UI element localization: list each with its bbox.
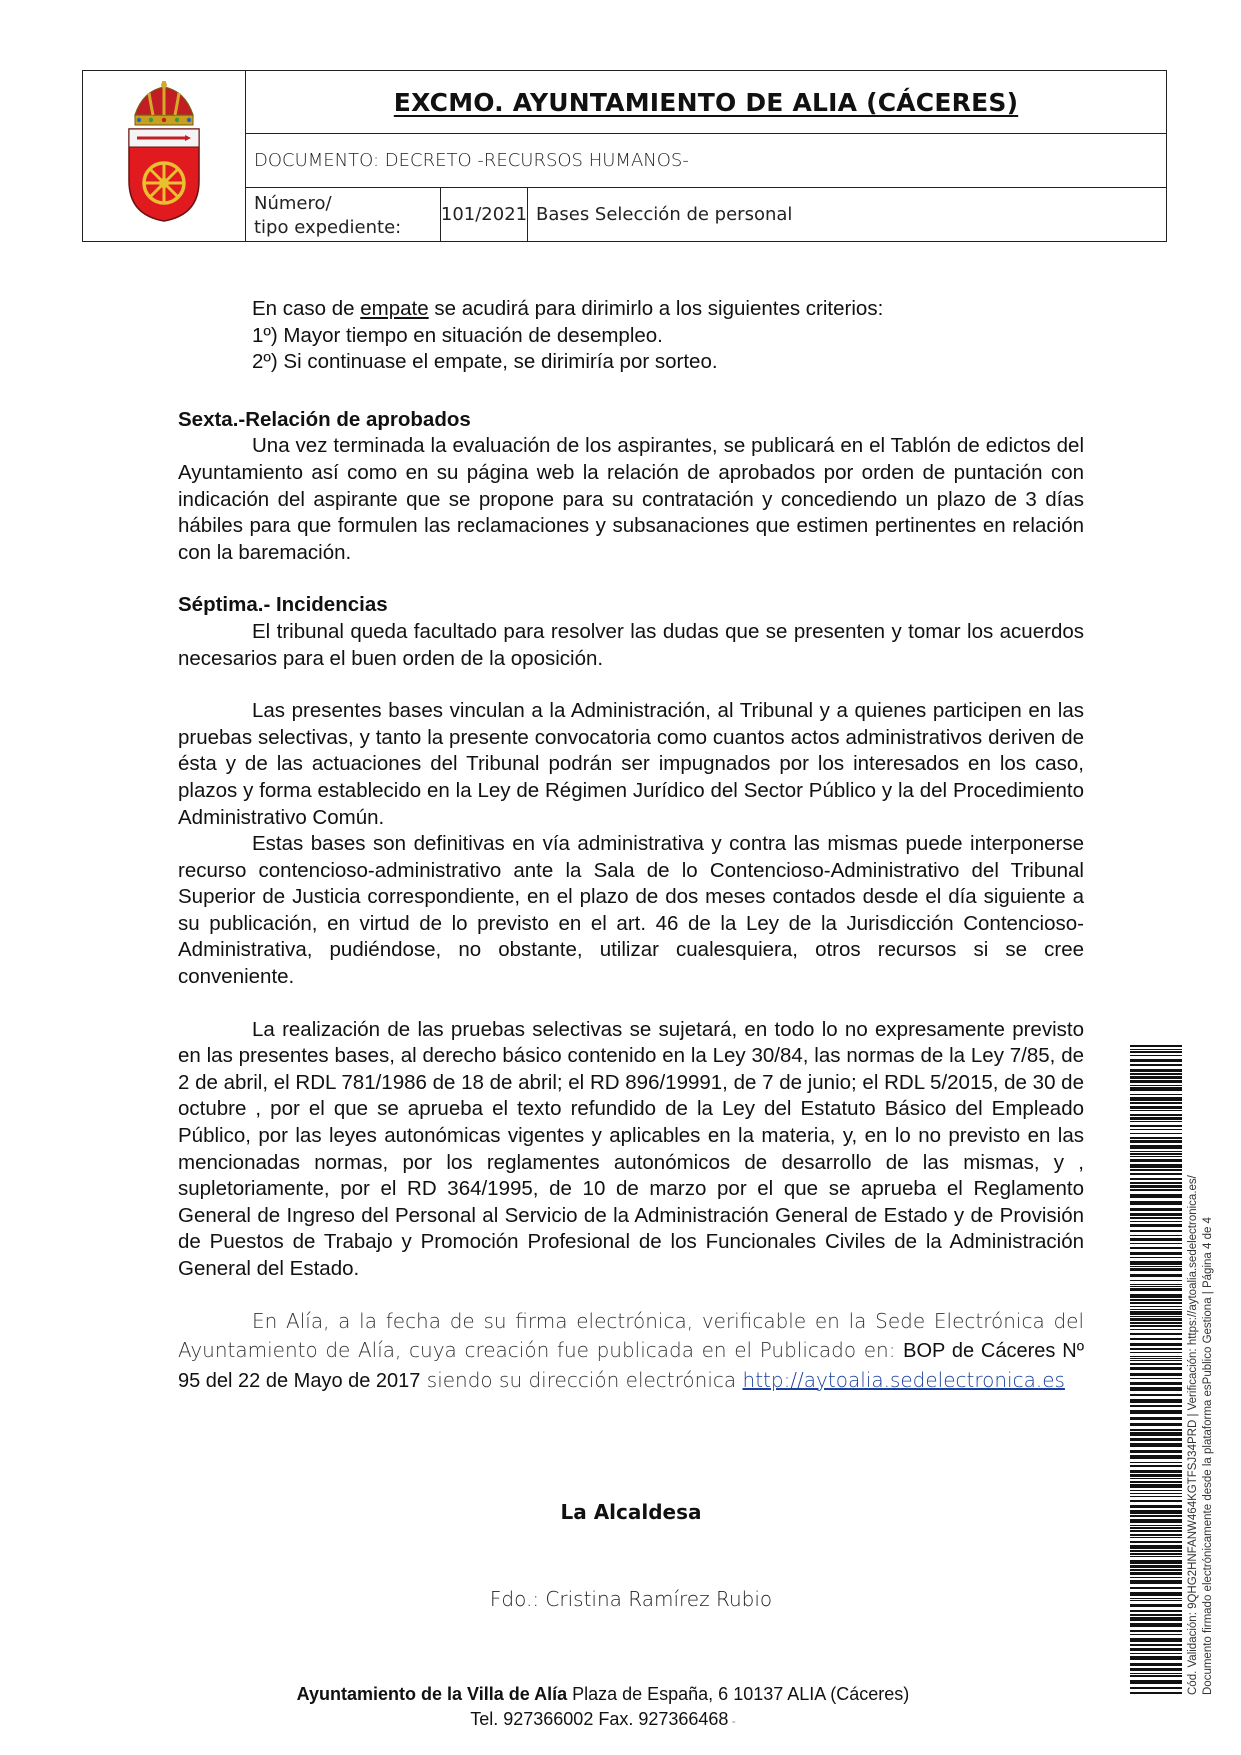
- barcode-bar: [1130, 1610, 1182, 1612]
- barcode-bar: [1130, 1286, 1182, 1287]
- barcode-bar: [1130, 1069, 1182, 1072]
- barcode-bar: [1130, 1316, 1182, 1317]
- barcode-bar: [1130, 1541, 1182, 1543]
- expediente-row: [246, 188, 1166, 241]
- footer-address: Plaza de España, 6 10137 ALIA (Cáceres): [567, 1684, 910, 1704]
- barcode-bar: [1130, 1550, 1182, 1552]
- footer-phone: Tel. 927366002 Fax. 927366468: [470, 1709, 729, 1729]
- barcode-bar: [1130, 1145, 1182, 1149]
- barcode-bar: [1130, 1572, 1182, 1575]
- barcode-bar: [1130, 1247, 1182, 1249]
- barcode-bar: [1130, 1496, 1182, 1497]
- barcode-bar: [1130, 1484, 1182, 1488]
- barcode-bar: [1130, 1490, 1182, 1491]
- barcode-bar: [1130, 1577, 1182, 1578]
- barcode-bar: [1130, 1159, 1182, 1162]
- barcode-bar: [1130, 1687, 1182, 1689]
- barcode-bar: [1130, 1097, 1182, 1101]
- barcode-bar: [1130, 1178, 1182, 1180]
- barcode-bar: [1130, 1644, 1182, 1646]
- barcode-bar: [1130, 1417, 1182, 1420]
- barcode-bar: [1130, 1280, 1182, 1281]
- barcode-bar: [1130, 1352, 1182, 1353]
- barcode-bar: [1130, 1653, 1182, 1654]
- barcode-bar: [1130, 1673, 1182, 1674]
- barcode-bar: [1130, 1121, 1182, 1122]
- barcode-bar: [1130, 1462, 1182, 1463]
- barcode-bar: [1130, 1474, 1182, 1477]
- septima-paragraph: El tribunal queda facultado para resolver las dudas que se presenten y tomar los acuerdos necesarios para el buen orden de la oposición.: [178, 619, 1084, 670]
- closing-paragraph: En Alía, a la fecha de su firma electrónica, verificable en la Sede Electrónica del Ayuntamiento de Alía, cuya creación fue publicada en el Publicado en: BOP de Cáceres Nº 95 del 22 de Mayo de 2017 siendo su dirección electrónica http://aytoalia.sedelectronica.es: [178, 1308, 1084, 1392]
- barcode-bar: [1130, 1443, 1182, 1447]
- barcode-bar: [1130, 1592, 1182, 1596]
- barcode-bar: [1130, 1114, 1182, 1116]
- barcode-bar: [1130, 1299, 1182, 1301]
- expediente-number: 101/2021: [441, 188, 528, 241]
- expediente-label-2: tipo expediente:: [254, 217, 402, 238]
- criterio-2: 2º) Si continuase el empate, se dirimiría por sorteo.: [252, 350, 718, 374]
- document-body: [178, 296, 1084, 1396]
- barcode-bar: [1130, 1429, 1182, 1431]
- barcode-bar: [1130, 1185, 1182, 1188]
- barcode-bar: [1130, 1394, 1182, 1396]
- barcode-bar: [1130, 1261, 1182, 1265]
- barcode-bar: [1130, 1423, 1182, 1426]
- municipality-title: EXCMO. AYUNTAMIENTO DE ALIA (CÁCERES): [393, 87, 1019, 117]
- barcode-bar: [1130, 1656, 1182, 1660]
- barcode-bar: [1130, 1450, 1182, 1453]
- barcode-bar: [1130, 1587, 1182, 1589]
- barcode-bar: [1130, 1208, 1182, 1211]
- barcode-bar: [1130, 1230, 1182, 1232]
- barcode-bar: [1130, 1478, 1182, 1479]
- expediente-description: Bases Selección de personal: [536, 204, 793, 225]
- barcode-bar: [1130, 1545, 1182, 1549]
- barcode-bar: [1130, 1164, 1182, 1168]
- barcode-bar: [1130, 1493, 1182, 1494]
- barcode-bar: [1130, 1481, 1182, 1483]
- barcode-bar: [1130, 1173, 1182, 1175]
- barcode-bar: [1130, 1311, 1182, 1315]
- criterio-1: 1º) Mayor tiempo en situación de desempleo.: [252, 323, 663, 347]
- barcode-bar: [1130, 1455, 1182, 1459]
- barcode-bar: [1130, 1201, 1182, 1205]
- definitivas-paragraph: Estas bases son definitivas en vía administrativa y contra las mismas puede interponerse recurso contencioso-administrativo ante la Sala de lo Contencioso-Administrativo del Tribunal Superior de Justicia correspondiente, en el plazo de dos meses contados desde el día siguiente a su publicación, en virtud de lo previsto en el art. 46 de la Ley de la Jurisdicción Contencioso-Administrativa, pudiéndose, no obstante, utilizar cualesquiera, otros recursos si se cree conveniente.: [178, 832, 1084, 989]
- page-footer: Ayuntamiento de la Villa de Alía Plaza de España, 6 10137 ALIA (Cáceres) Tel. 927366002 Fax. 927366468 -: [296, 1684, 910, 1729]
- barcode-bar: [1130, 1692, 1182, 1694]
- barcode-bar: [1130, 1600, 1182, 1601]
- barcode-bar: [1130, 1634, 1182, 1635]
- barcode-bar: [1130, 1274, 1182, 1277]
- barcode-bar: [1130, 1151, 1182, 1152]
- barcode-bar: [1130, 1266, 1182, 1267]
- barcode-bar: [1130, 1217, 1182, 1219]
- empate-word: empate: [360, 297, 429, 320]
- barcode-bar: [1130, 1648, 1182, 1651]
- barcode-bar: [1130, 1530, 1182, 1532]
- barcode-bar: [1130, 1194, 1182, 1198]
- barcode-bar: [1130, 1638, 1182, 1642]
- barcode-bar: [1130, 1243, 1182, 1244]
- barcode-bar: [1130, 1235, 1182, 1236]
- barcode-bar: [1130, 1668, 1182, 1671]
- barcode-bar: [1130, 1604, 1182, 1607]
- barcode-bar: [1130, 1614, 1182, 1616]
- barcode-bar: [1130, 1322, 1182, 1324]
- barcode-bar: [1130, 1156, 1182, 1157]
- barcode-bar: [1130, 1338, 1182, 1340]
- barcode-bar: [1130, 1569, 1182, 1571]
- barcode-bar: [1130, 1045, 1182, 1047]
- barcode-bar: [1130, 1405, 1182, 1407]
- barcode-bar: [1130, 1087, 1182, 1091]
- document-type: DOCUMENTO: DECRETO -RECURSOS HUMANOS-: [246, 134, 1166, 188]
- validation-line-1: Cód. Validación: 9QHG2HNFANW464KGTFSJ34PRD | Verificación: https://aytoalia.sedelectronica.es/: [1187, 1175, 1199, 1695]
- barcode-bar: [1130, 1080, 1182, 1083]
- barcode-bar: [1130, 1470, 1182, 1473]
- barcode-bar: [1130, 1630, 1182, 1632]
- barcode-bar: [1130, 1055, 1182, 1056]
- barcode-bar: [1130, 1133, 1182, 1134]
- barcode-bar: [1130, 1438, 1182, 1441]
- barcode-bar: [1130, 1073, 1182, 1075]
- barcode-bar: [1130, 1329, 1182, 1330]
- barcode-bar: [1130, 1556, 1182, 1557]
- barcode-bar: [1130, 1675, 1182, 1677]
- barcode-bar: [1130, 1288, 1182, 1291]
- sede-electronica-link[interactable]: http://aytoalia.sedelectronica.es: [742, 1367, 1065, 1392]
- barcode-bar: [1130, 1153, 1182, 1155]
- realizacion-paragraph: La realización de las pruebas selectivas se sujetará, en todo lo no expresamente previsto en las presentes bases, al derecho básico contenido en la Ley 30/84, las normas de la Ley 7/85, de 2 de abril, el RDL 781/1986 de 18 de abril; el RD 896/19991, de 7 de junio; el RDL 5/2015, de 30 de octubre , por el que se aprueba el texto refundido de la Ley del Estatuto Básico del Empleado Público, por las leyes autonómicas vigentes y aplicables en la materia, y, en lo no previsto en las mencionadas normas, por los reglamentes autonómicos de desarrollo de las mismas, y , supletoriamente, por el RD 364/1995, de 10 de marzo por el que se aprueba el Reglamento General de Ingreso del Personal al Servicio de la Administración General de Estado y de Provisión de Puestos de Trabajo y Promoción Profesional de los Funcionales Civiles de la Administración General del Estado.: [178, 1017, 1084, 1280]
- barcode-bar: [1130, 1623, 1182, 1627]
- barcode-bar: [1130, 1182, 1182, 1184]
- barcode-bar: [1130, 1137, 1182, 1139]
- barcode-bar: [1130, 1238, 1182, 1241]
- barcode-bar: [1130, 1515, 1182, 1517]
- barcode-bar: [1130, 1189, 1182, 1191]
- footer-organization: Ayuntamiento de la Villa de Alía: [296, 1684, 568, 1704]
- barcode-bar: [1130, 1284, 1182, 1285]
- barcode-bar: [1130, 1598, 1182, 1599]
- barcode-bar: [1130, 1059, 1182, 1062]
- validation-text: [1186, 1045, 1228, 1695]
- expediente-label-1: Número/: [254, 193, 332, 214]
- barcode-bar: [1130, 1169, 1182, 1171]
- septima-heading: Séptima.- Incidencias: [178, 593, 388, 617]
- barcode-bar: [1130, 1527, 1182, 1529]
- barcode-bar: [1130, 1140, 1182, 1143]
- barcode-bar: [1130, 1268, 1182, 1271]
- barcode-bar: [1130, 1519, 1182, 1523]
- barcode-bar: [1130, 1356, 1182, 1357]
- barcode-bar: [1130, 1525, 1182, 1526]
- barcode-bar: [1130, 1373, 1182, 1376]
- barcode-bar: [1130, 1348, 1182, 1350]
- coat-of-arms-icon: [123, 81, 205, 223]
- barcode-bar: [1130, 1560, 1182, 1564]
- barcode-bar: [1130, 1432, 1182, 1436]
- barcode-bar: [1130, 1102, 1182, 1104]
- logo-cell: [83, 71, 246, 241]
- barcode-bar: [1130, 1680, 1182, 1684]
- empate-line: En caso de empate se acudirá para dirimirlo a los siguientes criterios:: [252, 297, 884, 320]
- barcode-bar: [1130, 1537, 1182, 1538]
- sexta-paragraph: Una vez terminada la evaluación de los aspirantes, se publicará en el Tablón de edictos del Ayuntamiento así como en su página web la relación de aprobados por orden de puntación con indicación del aspirante que se propone para su contratación y concediendo un plazo de 3 días hábiles para que formulen las reclamaciones y subsanaciones que estimen pertinentes en relación con la baremación.: [178, 434, 1084, 564]
- barcode-bar: [1130, 1051, 1182, 1053]
- barcode-bar: [1130, 1505, 1182, 1508]
- document-header: [82, 70, 1167, 242]
- barcode-bar: [1130, 1500, 1182, 1502]
- barcode-bar: [1130, 1257, 1182, 1258]
- bop-reference: BOP de Cáceres Nº 95 del 22 de Mayo de 2017: [178, 1339, 1084, 1392]
- barcode-bar: [1130, 1117, 1182, 1120]
- barcode-bar: [1130, 1378, 1182, 1379]
- barcode-bar: [1130, 1129, 1182, 1130]
- barcode-bar: [1130, 1399, 1182, 1403]
- barcode-bar: [1130, 1252, 1182, 1255]
- sexta-heading: Sexta.-Relación de aprobados: [178, 407, 471, 431]
- barcode-bar: [1130, 1465, 1182, 1467]
- barcode-bar: [1130, 1325, 1182, 1327]
- barcode-bar: [1130, 1333, 1182, 1335]
- barcode-bar: [1130, 1343, 1182, 1346]
- barcode-bar: [1130, 1110, 1182, 1111]
- title-row: [246, 71, 1166, 134]
- barcode-bar: [1130, 1294, 1182, 1298]
- barcode-bar: [1130, 1224, 1182, 1227]
- barcode-bar: [1130, 1663, 1182, 1666]
- barcode-bar: [1130, 1363, 1182, 1365]
- barcode-bar: [1130, 1085, 1182, 1086]
- barcode-bar: [1130, 1387, 1182, 1391]
- barcode-bar: [1130, 1094, 1182, 1095]
- barcode-bar: [1130, 1382, 1182, 1385]
- barcode-bar: [1130, 1076, 1182, 1079]
- barcode-bar: [1130, 1306, 1182, 1307]
- barcode-bar: [1130, 1358, 1182, 1359]
- barcode-bar: [1130, 1360, 1182, 1361]
- barcode-bar: [1130, 1367, 1182, 1370]
- barcode-bar: [1130, 1302, 1182, 1304]
- barcode-bar: [1130, 1318, 1182, 1321]
- barcode-bar: [1130, 1553, 1182, 1555]
- barcode-bar: [1130, 1410, 1182, 1414]
- barcode-bar: [1130, 1580, 1182, 1584]
- barcode-bar: [1130, 1049, 1182, 1050]
- barcode-bar: [1130, 1221, 1182, 1222]
- barcode-bar: [1130, 1565, 1182, 1568]
- signature-title: La Alcaldesa: [560, 1500, 702, 1524]
- barcode-bar: [1130, 1617, 1182, 1621]
- vinculan-paragraph: Las presentes bases vinculan a la Administración, al Tribunal y a quienes participen en las pruebas selectivas, y tanto la presente convocatoria como cuantos actos administrativos deriven de ésta y de las actuaciones del Tribunal podrán ser impugnados por los interesados en los caso, plazos y forma establecido en la Ley de Régimen Jurídico del Sector Público y la del Procedimiento Administrativo Común.: [178, 699, 1084, 829]
- signature-name: Fdo.: Cristina Ramírez Rubio: [489, 1587, 773, 1611]
- barcode-bar: [1130, 1510, 1182, 1514]
- barcode-bar: [1130, 1534, 1182, 1536]
- barcode-bar: [1130, 1213, 1182, 1216]
- barcode-icon: [1130, 1045, 1182, 1695]
- expediente-label-cell: [246, 188, 441, 241]
- validation-line-2: Documento firmado electrónicamente desde la plataforma esPublico Gestiona | Página 4 de 4: [1202, 1217, 1214, 1695]
- barcode-bar: [1130, 1125, 1182, 1127]
- barcode-bar: [1130, 1106, 1182, 1109]
- barcode-bar: [1130, 1064, 1182, 1066]
- barcode-bar: [1130, 1309, 1182, 1310]
